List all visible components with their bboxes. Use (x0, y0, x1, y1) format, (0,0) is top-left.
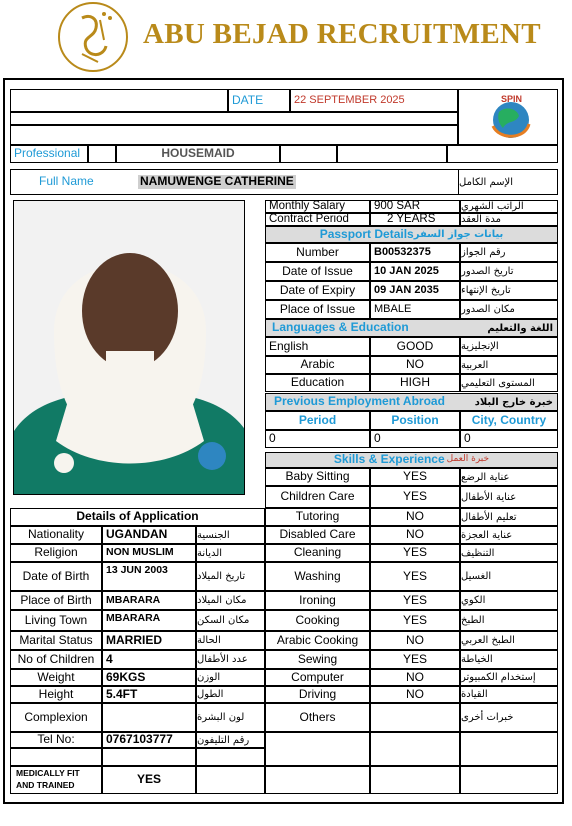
passport-row-label: Place of Issue (265, 300, 370, 319)
skill-row-value: YES (370, 468, 460, 486)
application-row-arabic: تاريخ الميلاد (196, 562, 265, 591)
blank-cell (280, 145, 337, 163)
date-value: 22 SEPTEMBER 2025 (290, 89, 458, 112)
blank-cell (265, 766, 370, 794)
language-row-value: NO (370, 356, 460, 374)
application-row-arabic: رقم التليفون (196, 732, 265, 748)
skills-section-title (265, 452, 558, 468)
passport-section-title (265, 226, 558, 243)
employment-header-location: City, Country (460, 411, 558, 430)
skill-row-arabic: القيادة (460, 686, 558, 703)
page-header (0, 0, 572, 75)
application-row-value: UGANDAN (102, 526, 196, 544)
blank-row (10, 112, 458, 125)
application-row-label: Date of Birth (10, 562, 102, 591)
blank-row (10, 125, 458, 145)
spin-logo-text: SPIN (501, 94, 523, 104)
application-row-value (102, 703, 196, 732)
skills-title-ar: خبرة العمل (446, 454, 490, 465)
language-row-arabic: الإنجليزية (460, 337, 558, 356)
passport-row-label: Date of Expiry (265, 281, 370, 300)
employment-title-ar: خبرة خارج البلاد (474, 396, 553, 408)
application-row-value: 13 JUN 2003 (102, 562, 196, 591)
application-row-value: 5.4FT (102, 686, 196, 703)
skill-row-arabic: الخياطة (460, 650, 558, 669)
passport-title-en: Passport Details (319, 226, 414, 241)
application-row-arabic: الجنسية (196, 526, 265, 544)
employment-period-value: 0 (265, 430, 370, 448)
candidate-photo-image (14, 201, 245, 495)
blank-cell (88, 145, 116, 163)
blank-cell (102, 748, 196, 766)
company-logo-icon (52, 0, 134, 74)
skill-row-value: NO (370, 526, 460, 544)
application-section-title: Details of Application (10, 508, 265, 526)
language-row-label: Education (265, 374, 370, 392)
skill-row-value: NO (370, 631, 460, 650)
blank-cell (10, 748, 102, 766)
date-label: DATE (228, 89, 290, 112)
application-row-label: Weight (10, 669, 102, 686)
skill-row-value: YES (370, 544, 460, 562)
skill-row-label: Cooking (265, 610, 370, 631)
application-row-arabic: لون البشرة (196, 703, 265, 732)
blank-cell (460, 732, 558, 766)
application-row-label: Living Town (10, 610, 102, 631)
languages-section-title (265, 319, 558, 337)
application-row-value: 69KGS (102, 669, 196, 686)
blank-cell (265, 732, 370, 766)
medical-label (10, 766, 102, 794)
skill-row-label: Tutoring (265, 508, 370, 526)
application-row-label: Tel No: (10, 732, 102, 748)
skill-row-value: YES (370, 650, 460, 669)
application-row-value: MARRIED (102, 631, 196, 650)
blank-cell (370, 766, 460, 794)
passport-row-value: B00532375 (370, 243, 460, 262)
application-row-arabic: عدد الأطفال (196, 650, 265, 669)
skill-row-arabic: الطبخ العربي (460, 631, 558, 650)
application-row-value: 0767103777 (102, 732, 196, 748)
contract-label: Contract Period (265, 213, 370, 226)
language-row-arabic: المستوى التعليمي (460, 374, 558, 392)
application-row-label: Religion (10, 544, 102, 562)
skill-row-label: Children Care (265, 486, 370, 508)
blank-cell (196, 766, 265, 794)
application-row-arabic: الديانة (196, 544, 265, 562)
skill-row-value: NO (370, 669, 460, 686)
languages-title-ar: اللغة والتعليم (487, 322, 553, 334)
employment-section-title (265, 393, 558, 411)
skill-row-label: Arabic Cooking (265, 631, 370, 650)
contract-value: 2 YEARS (370, 213, 460, 226)
blank-cell (337, 145, 447, 163)
blank-cell (196, 748, 265, 766)
employment-location-value: 0 (460, 430, 558, 448)
passport-row-arabic: تاريخ الإنتهاء (460, 281, 558, 300)
passport-row-label: Number (265, 243, 370, 262)
medical-value: YES (102, 766, 196, 794)
skill-row-arabic: إستخدام الكمبيوتر (460, 669, 558, 686)
skill-row-arabic: الغسيل (460, 562, 558, 591)
skill-row-value: YES (370, 562, 460, 591)
skill-row-arabic: عناية الرضع (460, 468, 558, 486)
top-blank-cell (10, 89, 228, 112)
skill-row-label: Others (265, 703, 370, 732)
blank-cell (460, 766, 558, 794)
skills-title-en: Skills & Experience (333, 452, 445, 467)
skill-row-value: NO (370, 686, 460, 703)
language-row-value: GOOD (370, 337, 460, 356)
application-row-arabic: مكان الميلاد (196, 591, 265, 610)
medical-label-line1: MEDICALLY FIT (16, 768, 80, 779)
skill-row-arabic: خبرات أخرى (460, 703, 558, 732)
full-name-value: NAMUWENGE CATHERINE (140, 174, 294, 189)
skill-row-label: Disabled Care (265, 526, 370, 544)
application-row-label: Nationality (10, 526, 102, 544)
salary-label: Monthly Salary (265, 200, 370, 213)
skill-row-arabic: الطبخ (460, 610, 558, 631)
application-row-value: MBARARA (102, 591, 196, 610)
employment-header-position: Position (370, 411, 460, 430)
skill-row-value: YES (370, 591, 460, 610)
application-row-value: MBARARA (102, 610, 196, 631)
application-row-label: Height (10, 686, 102, 703)
application-row-arabic: الطول (196, 686, 265, 703)
medical-label-line2: AND TRAINED (16, 780, 75, 790)
skill-row-label: Cleaning (265, 544, 370, 562)
application-row-label: Place of Birth (10, 591, 102, 610)
employment-title-en: Previous Employment Abroad (274, 394, 445, 409)
spin-logo-cell (458, 89, 558, 145)
skill-row-arabic: التنظيف (460, 544, 558, 562)
passport-row-value: MBALE (370, 300, 460, 319)
skill-row-value: NO (370, 508, 460, 526)
skill-row-value (370, 703, 460, 732)
skill-row-label: Driving (265, 686, 370, 703)
application-row-value: NON MUSLIM (102, 544, 196, 562)
application-row-arabic: الوزن (196, 669, 265, 686)
skill-row-arabic: عناية العجزة (460, 526, 558, 544)
spin-logo-icon (459, 90, 557, 144)
blank-cell (370, 732, 460, 766)
language-row-value: HIGH (370, 374, 460, 392)
skill-row-value: YES (370, 610, 460, 631)
company-name: ABU BEJAD RECRUITMENT (143, 18, 541, 50)
passport-row-arabic: رقم الجواز (460, 243, 558, 262)
blank-cell (447, 145, 558, 163)
professional-label: Professional (10, 145, 88, 163)
skill-row-label: Ironing (265, 591, 370, 610)
skill-row-label: Sewing (265, 650, 370, 669)
application-row-arabic: مكان السكن (196, 610, 265, 631)
employment-header-period: Period (265, 411, 370, 430)
application-row-label: Complexion (10, 703, 102, 732)
skill-row-arabic: عناية الأطفال (460, 486, 558, 508)
skill-row-label: Washing (265, 562, 370, 591)
passport-row-label: Date of Issue (265, 262, 370, 281)
passport-row-arabic: مكان الصدور (460, 300, 558, 319)
language-row-arabic: العربية (460, 356, 558, 374)
language-row-label: Arabic (265, 356, 370, 374)
application-row-label: Marital Status (10, 631, 102, 650)
skill-row-arabic: الكوي (460, 591, 558, 610)
professional-value: HOUSEMAID (116, 145, 280, 163)
full-name-arabic: الإسم الكامل (458, 169, 558, 195)
passport-row-arabic: تاريخ الصدور (460, 262, 558, 281)
passport-row-value: 10 JAN 2025 (370, 262, 460, 281)
languages-title-en: Languages & Education (272, 320, 409, 335)
passport-row-value: 09 JAN 2035 (370, 281, 460, 300)
application-row-label: No of Children (10, 650, 102, 669)
skill-row-label: Baby Sitting (265, 468, 370, 486)
candidate-photo (13, 200, 245, 495)
passport-title-ar: بيانات جواز السفر (413, 229, 504, 240)
language-row-label: English (265, 337, 370, 356)
salary-value: 900 SAR (370, 200, 460, 213)
salary-arabic: الراتب الشهري (460, 200, 558, 213)
full-name-label: Full Name (39, 174, 94, 189)
skill-row-arabic: تعليم الأطفال (460, 508, 558, 526)
contract-arabic: مدة العقد (460, 213, 558, 226)
employment-position-value: 0 (370, 430, 460, 448)
application-row-arabic: الحالة (196, 631, 265, 650)
skill-row-value: YES (370, 486, 460, 508)
application-row-value: 4 (102, 650, 196, 669)
skill-row-label: Computer (265, 669, 370, 686)
